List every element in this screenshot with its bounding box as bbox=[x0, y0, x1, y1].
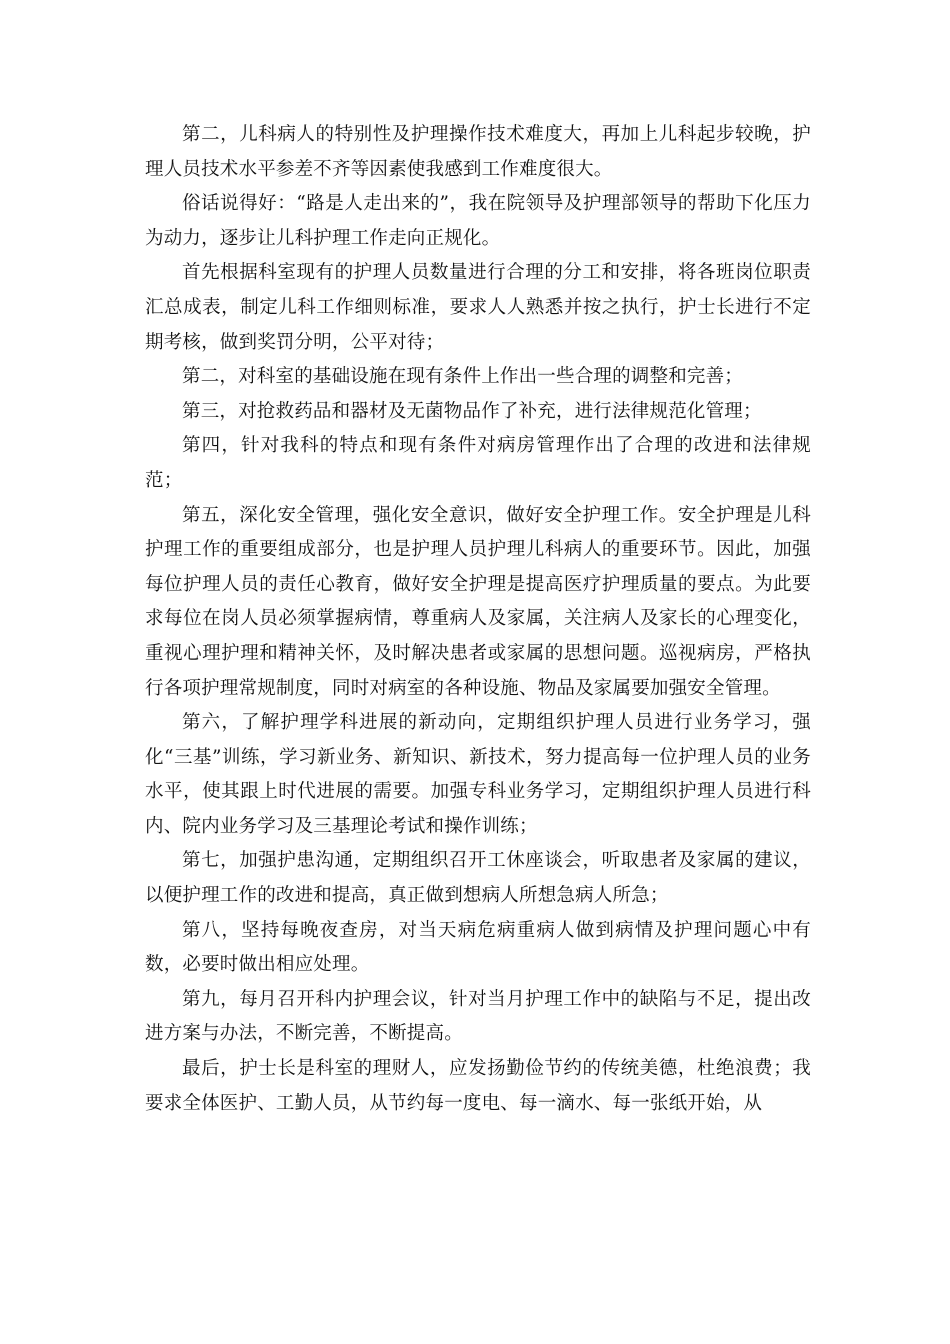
paragraph: 第三，对抢救药品和器材及无菌物品作了补充，进行法律规范化管理； bbox=[182, 400, 762, 422]
paragraph: 俗话说得好：“路是人走出来的”，我在院领导及护理部领导的帮助下化压力为动力，逐步让儿科护理工作走向正规化。 bbox=[145, 193, 811, 249]
paragraph: 第五，深化安全管理，强化安全意识，做好安全护理工作。安全护理是儿科护理工作的重要组成部分，也是护理人员护理儿科病人的重要环节。因此，加强每位护理人员的责任心教育，做好安全护理是提高医疗护理质量的要点。为此要求每位在岗人员必须掌握病情，尊重病人及家属，关注病人及家长的心理变化，重视心理护理和精神关怀，及时解决患者或家属的思想问题。巡视病房，严格执行各项护理常规制度，同时对病室的各种设施、物品及家属要加强安全管理。 bbox=[145, 504, 811, 699]
paragraph: 第二，对科室的基础设施在现有条件上作出一些合理的调整和完善； bbox=[182, 366, 744, 388]
paragraph: 第七，加强护患沟通，定期组织召开工休座谈会，听取患者及家属的建议，以便护理工作的改进和提高，真正做到想病人所想急病人所急； bbox=[145, 850, 811, 907]
paragraph: 最后，护士长是科室的理财人，应发扬勤俭节约的传统美德，杜绝浪费；我要求全体医护、工勤人员，从节约每一度电、每一滴水、每一张纸开始，从 bbox=[145, 1058, 811, 1114]
paragraph: 第四，针对我科的特点和现有条件对病房管理作出了合理的改进和法律规范； bbox=[145, 435, 811, 491]
paragraph: 第八，坚持每晚夜查房，对当天病危病重病人做到病情及护理问题心中有数，必要时做出相应处理。 bbox=[145, 919, 811, 976]
document-body bbox=[145, 118, 811, 1121]
paragraph: 第六，了解护理学科进展的新动向，定期组织护理人员进行业务学习，强化“三基”训练，学习新业务、新知识、新技术，努力提高每一位护理人员的业务水平，使其跟上时代进展的需要。加强专科业务学习，定期组织护理人员进行科内、院内业务学习及三基理论考试和操作训练； bbox=[145, 712, 811, 837]
paragraph: 第九，每月召开科内护理会议，针对当月护理工作中的缺陷与不足，提出改进方案与办法，不断完善，不断提高。 bbox=[145, 988, 811, 1045]
paragraph: 第二，儿科病人的特别性及护理操作技术难度大，再加上儿科起步较晚，护理人员技术水平参差不齐等因素使我感到工作难度很大。 bbox=[145, 124, 811, 180]
paragraph: 首先根据科室现有的护理人员数量进行合理的分工和安排，将各班岗位职责汇总成表，制定儿科工作细则标准，要求人人熟悉并按之执行，护士长进行不定期考核，做到奖罚分明，公平对待； bbox=[145, 262, 811, 353]
